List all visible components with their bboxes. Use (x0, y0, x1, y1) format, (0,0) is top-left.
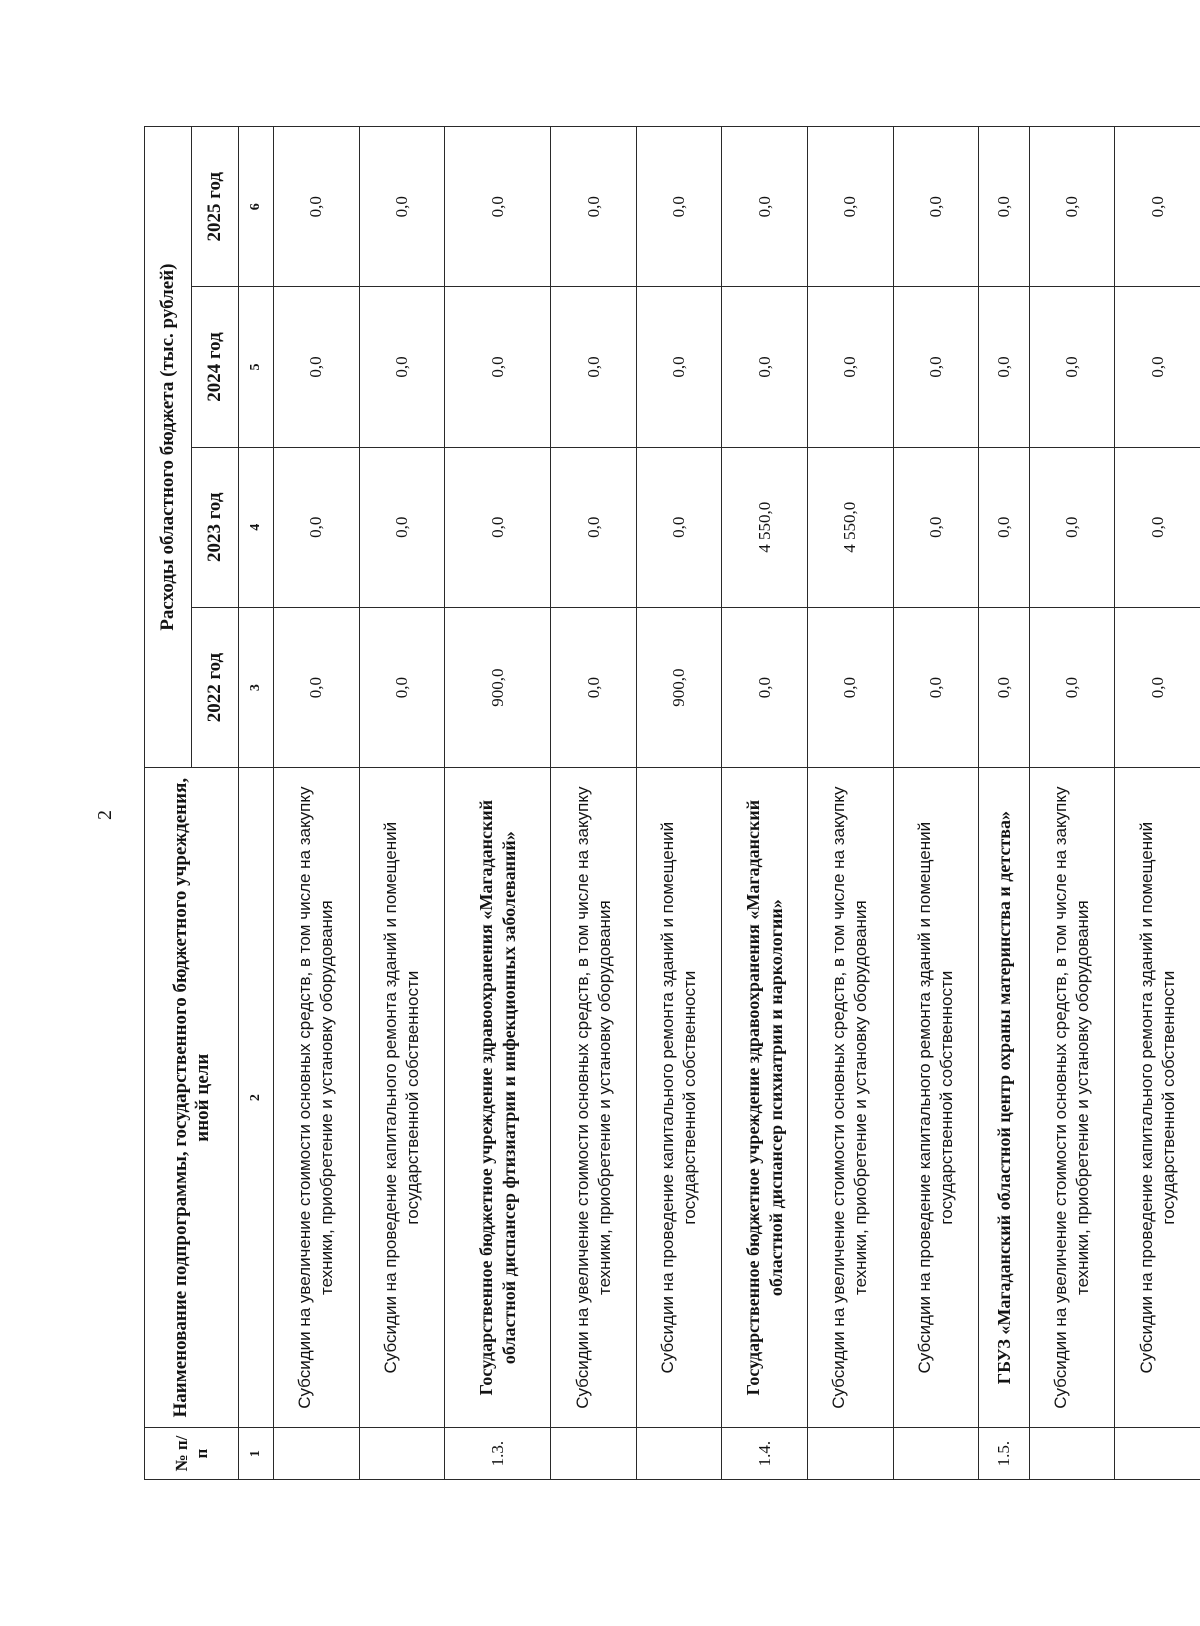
value-2024: 0,0 (445, 287, 551, 447)
row-number (1029, 1428, 1115, 1480)
row-number: 1.3. (445, 1428, 551, 1480)
table-row (722, 127, 808, 1480)
header-expenses: Расходы областного бюджета (тыс. рублей) (145, 127, 192, 768)
value-2023: 4 550,0 (807, 447, 893, 607)
value-2023: 0,0 (359, 447, 445, 607)
header-year-2024: 2024 год (192, 287, 239, 447)
column-number: 1 (239, 1428, 274, 1480)
value-2023: 0,0 (445, 447, 551, 607)
value-2024: 0,0 (274, 287, 360, 447)
value-2024: 0,0 (636, 287, 722, 447)
table-row (636, 127, 722, 1480)
column-number: 5 (239, 287, 274, 447)
value-2022: 0,0 (722, 607, 808, 767)
table-row (893, 127, 979, 1480)
table-row (445, 127, 551, 1480)
table-body (274, 127, 1200, 1480)
header-year-2025: 2025 год (192, 127, 239, 287)
table-row (807, 127, 893, 1480)
column-number-row (239, 127, 274, 1480)
subsidy-description: Субсидии на проведение капитального ремонта зданий и помещений государственной собственности (893, 768, 979, 1428)
row-number (1115, 1428, 1200, 1480)
subsidy-description: Субсидии на увеличение стоимости основных средств, в том числе на закупку техники, приобретение и установку оборудования (807, 768, 893, 1428)
value-2023: 0,0 (893, 447, 979, 607)
value-2022: 0,0 (551, 607, 637, 767)
value-2024: 0,0 (722, 287, 808, 447)
table-row (1029, 127, 1115, 1480)
subsidy-description: Субсидии на увеличение стоимости основных средств, в том числе на закупку техники, приобретение и установку оборудования (1029, 768, 1115, 1428)
value-2022: 0,0 (359, 607, 445, 767)
header-num: № п/п (145, 1428, 239, 1480)
column-number: 4 (239, 447, 274, 607)
value-2023: 0,0 (1029, 447, 1115, 607)
table-row (359, 127, 445, 1480)
value-2022: 0,0 (274, 607, 360, 767)
subsidy-description: Субсидии на проведение капитального ремонта зданий и помещений государственной собственности (636, 768, 722, 1428)
value-2025: 0,0 (979, 127, 1030, 287)
value-2023: 0,0 (1115, 447, 1200, 607)
value-2022: 0,0 (979, 607, 1030, 767)
value-2025: 0,0 (274, 127, 360, 287)
value-2025: 0,0 (893, 127, 979, 287)
row-number (551, 1428, 637, 1480)
value-2023: 0,0 (274, 447, 360, 607)
institution-name: Государственное бюджетное учреждение здравоохранения «Магаданский областной диспансер фтизиатрии и инфекционных заболеваний» (445, 768, 551, 1428)
value-2025: 0,0 (359, 127, 445, 287)
subsidy-description: Субсидии на увеличение стоимости основных средств, в том числе на закупку техники, приобретение и установку оборудования (551, 768, 637, 1428)
value-2022: 0,0 (1029, 607, 1115, 767)
header-name: Наименование подпрограммы, государственного бюджетного учреждения, иной цели (145, 768, 239, 1428)
value-2024: 0,0 (1115, 287, 1200, 447)
value-2023: 0,0 (551, 447, 637, 607)
header-year-2022: 2022 год (192, 607, 239, 767)
value-2025: 0,0 (551, 127, 637, 287)
value-2023: 0,0 (636, 447, 722, 607)
value-2023: 4 550,0 (722, 447, 808, 607)
page-number: 2 (94, 810, 116, 820)
row-number (359, 1428, 445, 1480)
value-2022: 0,0 (893, 607, 979, 767)
row-number (807, 1428, 893, 1480)
institution-name: Государственное бюджетное учреждение здравоохранения «Магаданский областной диспансер психиатрии и наркологии» (722, 768, 808, 1428)
value-2022: 0,0 (807, 607, 893, 767)
value-2025: 0,0 (636, 127, 722, 287)
row-number (893, 1428, 979, 1480)
subsidy-description: Субсидии на проведение капитального ремонта зданий и помещений государственной собственности (1115, 768, 1200, 1428)
row-number: 1.5. (979, 1428, 1030, 1480)
row-number: 1.4. (722, 1428, 808, 1480)
column-number: 3 (239, 607, 274, 767)
value-2025: 0,0 (445, 127, 551, 287)
value-2022: 0,0 (1115, 607, 1200, 767)
header-year-2023: 2023 год (192, 447, 239, 607)
subsidy-description: Субсидии на увеличение стоимости основных средств, в том числе на закупку техники, приобретение и установку оборудования (274, 768, 360, 1428)
table-row (1115, 127, 1200, 1480)
value-2023: 0,0 (979, 447, 1030, 607)
value-2022: 900,0 (445, 607, 551, 767)
row-number (636, 1428, 722, 1480)
value-2024: 0,0 (807, 287, 893, 447)
header-row-1 (145, 127, 192, 1480)
institution-name: ГБУЗ «Магаданский областной центр охраны материнства и детства» (979, 768, 1030, 1428)
table-row (551, 127, 637, 1480)
row-number (274, 1428, 360, 1480)
rotated-table-wrapper (144, 126, 1200, 1480)
value-2024: 0,0 (979, 287, 1030, 447)
table-row (274, 127, 360, 1480)
value-2024: 0,0 (359, 287, 445, 447)
subsidy-description: Субсидии на проведение капитального ремонта зданий и помещений государственной собственности (359, 768, 445, 1428)
value-2024: 0,0 (551, 287, 637, 447)
value-2025: 0,0 (1115, 127, 1200, 287)
column-number: 6 (239, 127, 274, 287)
value-2025: 0,0 (1029, 127, 1115, 287)
budget-table (144, 126, 1200, 1480)
table-row (979, 127, 1030, 1480)
value-2025: 0,0 (807, 127, 893, 287)
value-2025: 0,0 (722, 127, 808, 287)
value-2024: 0,0 (1029, 287, 1115, 447)
value-2024: 0,0 (893, 287, 979, 447)
value-2022: 900,0 (636, 607, 722, 767)
column-number: 2 (239, 768, 274, 1428)
